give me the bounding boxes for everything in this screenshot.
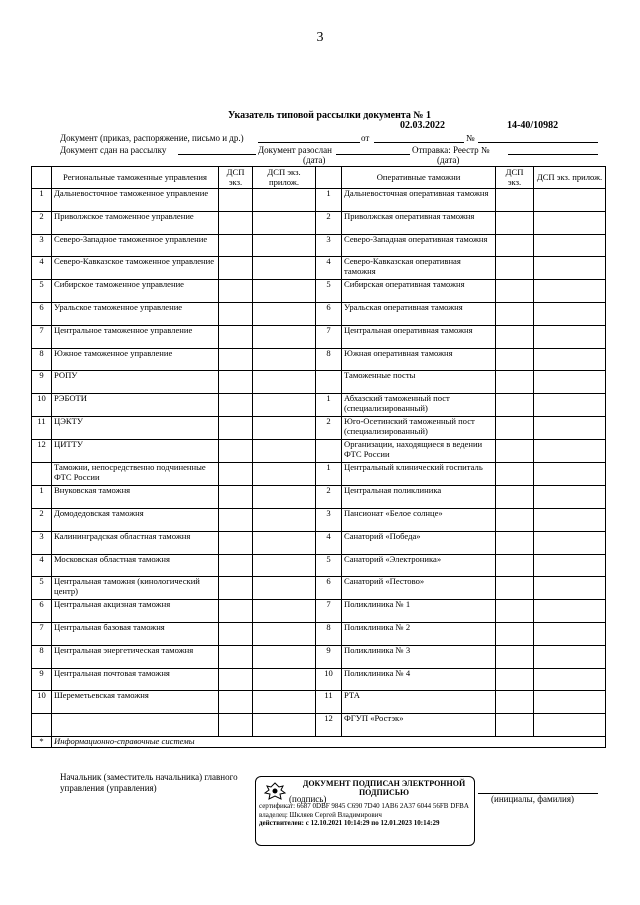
- operational-unit-name: Пансионат «Белое солнце»: [342, 508, 496, 531]
- row-number-left: 10: [32, 394, 52, 417]
- dsp-prilozh-cell: [253, 714, 316, 737]
- regional-unit-name: Сибирское таможенное управление: [52, 280, 219, 303]
- dsp-ekz-cell: [219, 645, 253, 668]
- table-row: [32, 371, 606, 394]
- stamp-owner: владелец: Шкляев Сергей Владимирович: [259, 810, 382, 819]
- dsp-ekz-cell: [496, 691, 534, 714]
- table-row: [32, 622, 606, 645]
- header-regional: Региональные таможенные управления: [52, 167, 219, 189]
- operational-unit-name: Центральный клинический госпиталь: [342, 463, 496, 486]
- dsp-prilozh-cell: [534, 280, 606, 303]
- regional-unit-name: РОПУ: [52, 371, 219, 394]
- row-number-left: 10: [32, 691, 52, 714]
- row-number-right: 9: [316, 645, 342, 668]
- dispatch-underline: [508, 154, 598, 155]
- dsp-prilozh-cell: [534, 600, 606, 623]
- table-row: [32, 691, 606, 714]
- operational-unit-name: Санаторий «Электроника»: [342, 554, 496, 577]
- dsp-prilozh-cell: [534, 189, 606, 212]
- dsp-prilozh-cell: [253, 417, 316, 440]
- regional-unit-name: Приволжское таможенное управление: [52, 211, 219, 234]
- date-caption-2: (дата): [437, 155, 460, 165]
- table-row: [32, 600, 606, 623]
- regional-unit-name: Таможни, непосредственно подчиненные ФТС России: [52, 463, 219, 486]
- table-row: [32, 714, 606, 737]
- dsp-prilozh-cell: [534, 554, 606, 577]
- regional-unit-name: Южное таможенное управление: [52, 348, 219, 371]
- regional-unit-name: Центральная почтовая таможня: [52, 668, 219, 691]
- regional-unit-name: ЦИТТУ: [52, 440, 219, 463]
- dsp-ekz-cell: [219, 531, 253, 554]
- operational-unit-name: Северо-Кавказская оперативная таможня: [342, 257, 496, 280]
- dsp-ekz-cell: [496, 622, 534, 645]
- dsp-ekz-cell: [496, 486, 534, 509]
- dsp-ekz-cell: [496, 417, 534, 440]
- dsp-ekz-cell: [219, 189, 253, 212]
- row-number-left: 8: [32, 645, 52, 668]
- dsp-ekz-cell: [496, 189, 534, 212]
- submitted-underline: [178, 154, 256, 155]
- dsp-prilozh-cell: [253, 486, 316, 509]
- row-number-left: [32, 463, 52, 486]
- dsp-prilozh-cell: [534, 668, 606, 691]
- operational-unit-name: Уральская оперативная таможня: [342, 302, 496, 325]
- dsp-prilozh-cell: [534, 622, 606, 645]
- dsp-ekz-cell: [219, 371, 253, 394]
- row-number-right: 2: [316, 211, 342, 234]
- table-row: [32, 554, 606, 577]
- table-row: [32, 486, 606, 509]
- dispatch-label: Отправка: Реестр №: [412, 145, 490, 155]
- row-number-right: [316, 440, 342, 463]
- dsp-prilozh-cell: [253, 189, 316, 212]
- dsp-ekz-cell: [219, 463, 253, 486]
- table-row: [32, 463, 606, 486]
- dsp-ekz-cell: [496, 440, 534, 463]
- regional-unit-name: Северо-Западное таможенное управление: [52, 234, 219, 257]
- row-number-right: 7: [316, 325, 342, 348]
- row-number-left: 1: [32, 486, 52, 509]
- operational-unit-name: Поликлиника № 4: [342, 668, 496, 691]
- row-number-left: 11: [32, 417, 52, 440]
- dsp-prilozh-cell: [534, 714, 606, 737]
- row-number-right: 5: [316, 554, 342, 577]
- table-row: [32, 234, 606, 257]
- dsp-ekz-cell: [219, 622, 253, 645]
- regional-unit-name: Дальневосточное таможенное управление: [52, 189, 219, 212]
- row-number-left: 7: [32, 622, 52, 645]
- row-number-left: 2: [32, 211, 52, 234]
- stamp-heading: ДОКУМЕНТ ПОДПИСАН ЭЛЕКТРОННОЙ ПОДПИСЬЮ: [302, 779, 466, 797]
- row-number-right: 6: [316, 577, 342, 600]
- dsp-ekz-cell: [496, 600, 534, 623]
- row-number-right: 8: [316, 348, 342, 371]
- row-number-right: 1: [316, 394, 342, 417]
- dsp-ekz-cell: [219, 554, 253, 577]
- row-number-right: 5: [316, 280, 342, 303]
- dsp-prilozh-cell: [253, 577, 316, 600]
- table-row: [32, 394, 606, 417]
- dsp-ekz-cell: [496, 714, 534, 737]
- regional-unit-name: Центральное таможенное управление: [52, 325, 219, 348]
- row-number-left: 6: [32, 302, 52, 325]
- doc-number-underline: [478, 142, 598, 143]
- doc-from-underline: [374, 142, 464, 143]
- row-number-left: 9: [32, 371, 52, 394]
- dsp-ekz-cell: [219, 211, 253, 234]
- dsp-prilozh-cell: [534, 531, 606, 554]
- dsp-ekz-cell: [219, 325, 253, 348]
- operational-unit-name: ФГУП «Ростэк»: [342, 714, 496, 737]
- table-row: [32, 417, 606, 440]
- dsp-prilozh-cell: [253, 531, 316, 554]
- dsp-prilozh-cell: [253, 302, 316, 325]
- regional-unit-name: РЭБОТИ: [52, 394, 219, 417]
- operational-unit-name: Санаторий «Победа»: [342, 531, 496, 554]
- row-number-right: 12: [316, 714, 342, 737]
- dsp-ekz-cell: [496, 280, 534, 303]
- dsp-ekz-cell: [219, 417, 253, 440]
- row-number-left: 2: [32, 508, 52, 531]
- dsp-ekz-cell: [496, 577, 534, 600]
- dsp-prilozh-cell: [253, 211, 316, 234]
- dsp-ekz-cell: [219, 691, 253, 714]
- row-number-left: 3: [32, 531, 52, 554]
- row-number-left: 4: [32, 257, 52, 280]
- submitted-label: Документ сдан на рассылку: [60, 145, 167, 155]
- dsp-ekz-cell: [219, 714, 253, 737]
- date-caption-1: (дата): [303, 155, 326, 165]
- emblem-icon: [262, 781, 288, 803]
- dsp-prilozh-cell: [253, 394, 316, 417]
- dsp-prilozh-cell: [253, 508, 316, 531]
- doc-from-label: от: [361, 133, 370, 143]
- regional-unit-name: Северо-Кавказское таможенное управление: [52, 257, 219, 280]
- dsp-ekz-cell: [496, 371, 534, 394]
- header-num-right: [316, 167, 342, 189]
- row-number-right: 1: [316, 189, 342, 212]
- dsp-prilozh-cell: [253, 600, 316, 623]
- dsp-ekz-cell: [219, 577, 253, 600]
- table-row: [32, 508, 606, 531]
- dsp-prilozh-cell: [534, 302, 606, 325]
- row-number-right: 2: [316, 417, 342, 440]
- table-header-row: [32, 167, 606, 189]
- table-row: [32, 189, 606, 212]
- dsp-prilozh-cell: [534, 234, 606, 257]
- stamp-body: [259, 802, 471, 828]
- dsp-ekz-cell: [496, 302, 534, 325]
- signature-caption: (подпись): [289, 794, 327, 804]
- operational-unit-name: Северо-Западная оперативная таможня: [342, 234, 496, 257]
- table-row: [32, 325, 606, 348]
- dsp-ekz-cell: [219, 280, 253, 303]
- dsp-prilozh-cell: [253, 668, 316, 691]
- regional-unit-name: Московская областная таможня: [52, 554, 219, 577]
- table-row: [32, 668, 606, 691]
- footer-mark: *: [32, 736, 52, 747]
- operational-unit-name: Юго-Осетинский таможенный пост (специализированный): [342, 417, 496, 440]
- stamp-certificate: сертификат: 6687 0DBF 9845 C690 7D40 1AB6 2A37 6044 56FB DFBA: [259, 802, 469, 810]
- operational-unit-name: Центральная оперативная таможня: [342, 325, 496, 348]
- operational-unit-name: Абхазский таможенный пост (специализированный): [342, 394, 496, 417]
- row-number-right: 3: [316, 508, 342, 531]
- stamp-validity: действителен: с 12.10.2021 10:14:29 по 12.01.2023 10:14:29: [259, 819, 440, 828]
- dsp-ekz-cell: [219, 668, 253, 691]
- doc-type-label: Документ (приказ, распоряжение, письмо и др.): [60, 133, 244, 143]
- operational-unit-name: РТА: [342, 691, 496, 714]
- dsp-ekz-cell: [219, 234, 253, 257]
- dsp-ekz-cell: [219, 440, 253, 463]
- table-footer-row: [32, 736, 606, 747]
- row-number-left: 1: [32, 189, 52, 212]
- doc-type-underline: [258, 142, 360, 143]
- row-number-left: 12: [32, 440, 52, 463]
- distribution-table: [31, 166, 606, 748]
- table-row: [32, 257, 606, 280]
- regional-unit-name: Центральная таможня (кинологический центр): [52, 577, 219, 600]
- header-dsp-prilozh-right: ДСП экз. прилож.: [534, 167, 606, 189]
- table-row: [32, 211, 606, 234]
- regional-unit-name: Центральная акцизная таможня: [52, 600, 219, 623]
- dsp-ekz-cell: [496, 645, 534, 668]
- dsp-prilozh-cell: [253, 622, 316, 645]
- dsp-ekz-cell: [219, 302, 253, 325]
- registration-number: 14-40/10982: [507, 120, 559, 131]
- regional-unit-name: Уральское таможенное управление: [52, 302, 219, 325]
- dsp-prilozh-cell: [534, 440, 606, 463]
- dsp-ekz-cell: [496, 554, 534, 577]
- dsp-prilozh-cell: [534, 348, 606, 371]
- row-number-right: 11: [316, 691, 342, 714]
- dsp-prilozh-cell: [534, 417, 606, 440]
- regional-unit-name: Калининградская областная таможня: [52, 531, 219, 554]
- document-date: 02.03.2022: [400, 120, 445, 131]
- row-number-left: 5: [32, 280, 52, 303]
- header-dsp-ekz-left: ДСП экз.: [219, 167, 253, 189]
- dsp-ekz-cell: [219, 600, 253, 623]
- dsp-ekz-cell: [496, 668, 534, 691]
- dsp-prilozh-cell: [534, 463, 606, 486]
- dsp-ekz-cell: [496, 531, 534, 554]
- dsp-prilozh-cell: [253, 325, 316, 348]
- row-number-right: [316, 371, 342, 394]
- table-row: [32, 348, 606, 371]
- table-row: [32, 302, 606, 325]
- initials-caption: (инициалы, фамилия): [491, 794, 574, 804]
- dsp-prilozh-cell: [534, 486, 606, 509]
- dsp-ekz-cell: [496, 257, 534, 280]
- row-number-left: 5: [32, 577, 52, 600]
- table-row: [32, 531, 606, 554]
- regional-unit-name: Шереметьевская таможня: [52, 691, 219, 714]
- dsp-prilozh-cell: [534, 371, 606, 394]
- dsp-ekz-cell: [496, 325, 534, 348]
- operational-unit-name: Сибирская оперативная таможня: [342, 280, 496, 303]
- regional-unit-name: Центральная энергетическая таможня: [52, 645, 219, 668]
- operational-unit-name: Поликлиника № 1: [342, 600, 496, 623]
- dsp-ekz-cell: [219, 394, 253, 417]
- dsp-ekz-cell: [219, 257, 253, 280]
- dsp-ekz-cell: [496, 394, 534, 417]
- row-number-right: 1: [316, 463, 342, 486]
- footer-text: Информационно-справочные системы: [52, 736, 606, 747]
- operational-unit-name: Южная оперативная таможня: [342, 348, 496, 371]
- operational-unit-name: Дальневосточная оперативная таможня: [342, 189, 496, 212]
- row-number-left: 8: [32, 348, 52, 371]
- dsp-prilozh-cell: [534, 691, 606, 714]
- dsp-ekz-cell: [219, 486, 253, 509]
- dsp-prilozh-cell: [534, 394, 606, 417]
- row-number-right: 3: [316, 234, 342, 257]
- table-row: [32, 280, 606, 303]
- table-row: [32, 577, 606, 600]
- dsp-ekz-cell: [496, 508, 534, 531]
- dsp-prilozh-cell: [253, 691, 316, 714]
- dsp-prilozh-cell: [253, 257, 316, 280]
- operational-unit-name: Таможенные посты: [342, 371, 496, 394]
- dsp-prilozh-cell: [253, 280, 316, 303]
- operational-unit-name: Санаторий «Пестово»: [342, 577, 496, 600]
- dsp-prilozh-cell: [253, 348, 316, 371]
- row-number-right: 6: [316, 302, 342, 325]
- dsp-prilozh-cell: [253, 234, 316, 257]
- dsp-ekz-cell: [219, 508, 253, 531]
- dsp-prilozh-cell: [253, 554, 316, 577]
- dsp-prilozh-cell: [534, 508, 606, 531]
- sent-label: Документ разослан: [258, 145, 332, 155]
- row-number-left: 7: [32, 325, 52, 348]
- operational-unit-name: Поликлиника № 3: [342, 645, 496, 668]
- operational-unit-name: Приволжская оперативная таможня: [342, 211, 496, 234]
- row-number-right: 4: [316, 531, 342, 554]
- regional-unit-name: [52, 714, 219, 737]
- operational-unit-name: Организации, находящиеся в ведении ФТС России: [342, 440, 496, 463]
- doc-number-label: №: [466, 133, 475, 143]
- row-number-left: 6: [32, 600, 52, 623]
- dsp-prilozh-cell: [534, 257, 606, 280]
- row-number-right: 10: [316, 668, 342, 691]
- signer-position: Начальник (заместитель начальника) главного управления (управления): [60, 772, 238, 793]
- sent-underline: [336, 154, 410, 155]
- dsp-prilozh-cell: [534, 325, 606, 348]
- dsp-prilozh-cell: [534, 645, 606, 668]
- row-number-left: [32, 714, 52, 737]
- regional-unit-name: Центральная базовая таможня: [52, 622, 219, 645]
- regional-unit-name: Внуковская таможня: [52, 486, 219, 509]
- document-title: Указатель типовой рассылки документа № 1: [228, 110, 431, 121]
- row-number-right: 8: [316, 622, 342, 645]
- row-number-right: 2: [316, 486, 342, 509]
- table-row: [32, 645, 606, 668]
- dsp-prilozh-cell: [253, 440, 316, 463]
- dsp-prilozh-cell: [253, 463, 316, 486]
- dsp-ekz-cell: [219, 348, 253, 371]
- row-number-left: 3: [32, 234, 52, 257]
- electronic-signature-stamp: [255, 776, 475, 846]
- row-number-left: 9: [32, 668, 52, 691]
- operational-unit-name: Поликлиника № 2: [342, 622, 496, 645]
- operational-unit-name: Центральная поликлиника: [342, 486, 496, 509]
- dsp-prilozh-cell: [534, 211, 606, 234]
- dsp-prilozh-cell: [534, 577, 606, 600]
- row-number-left: 4: [32, 554, 52, 577]
- dsp-prilozh-cell: [253, 645, 316, 668]
- row-number-right: 7: [316, 600, 342, 623]
- dsp-ekz-cell: [496, 348, 534, 371]
- header-dsp-prilozh-left: ДСП экз. прилож.: [253, 167, 316, 189]
- regional-unit-name: ЦЭКТУ: [52, 417, 219, 440]
- regional-unit-name: Домодедовская таможня: [52, 508, 219, 531]
- row-number-right: 4: [316, 257, 342, 280]
- dsp-ekz-cell: [496, 211, 534, 234]
- header-num-left: [32, 167, 52, 189]
- dsp-prilozh-cell: [253, 371, 316, 394]
- dsp-ekz-cell: [496, 463, 534, 486]
- header-dsp-ekz-right: ДСП экз.: [496, 167, 534, 189]
- dsp-ekz-cell: [496, 234, 534, 257]
- page-number: 3: [316, 30, 324, 45]
- header-operational: Оперативные таможни: [342, 167, 496, 189]
- table-row: [32, 440, 606, 463]
